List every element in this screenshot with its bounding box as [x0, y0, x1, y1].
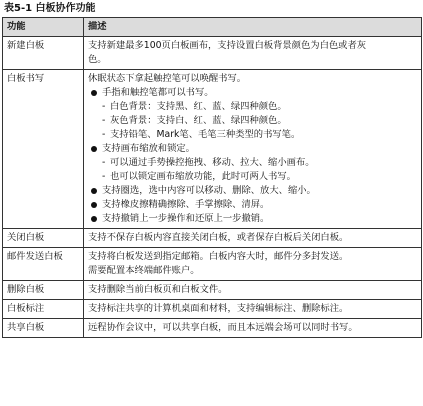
feature-cell: 关闭白板: [3, 229, 84, 248]
bullet-item: 支持撤销上一步操作和还原上一步撤销。: [88, 212, 417, 226]
description-line: 支持将白板发送到指定邮箱。白板内容大时，邮件分多封发送。: [88, 251, 349, 262]
description-cell: [84, 248, 422, 281]
description-line: 支持标注共享的计算机桌面和材料，支持编辑标注、删除标注。: [88, 303, 349, 314]
table-row: [3, 281, 422, 300]
description-line: 远程协作会议中，可以共享白板，而且本远端会场可以同时书写。: [88, 322, 358, 333]
description-line: 支持删除当前白板页和白板文件。: [88, 284, 228, 295]
description-cell: [84, 37, 422, 70]
whiteboard-features-table: [2, 17, 422, 338]
description-cell: [84, 300, 422, 319]
bullet-item: 手指和触控笔都可以书写。: [88, 86, 417, 100]
sub-item: - 也可以锁定画布缩放功能，此时可两人书写。: [88, 170, 417, 184]
table-header-row: [3, 18, 422, 37]
sub-item: - 灰色背景：支持白、红、蓝、绿四种颜色。: [88, 114, 417, 128]
feature-cell: 新建白板: [3, 37, 84, 70]
description-cell: [84, 319, 422, 338]
table-caption: 表5-1 白板协作功能: [4, 3, 96, 14]
table-row: [3, 229, 422, 248]
bullet-item: 支持圈选，选中内容可以移动、删除、放大、缩小。: [88, 184, 417, 198]
description-line: 支持新建最多100页白板画布，支持设置白板背景颜色为白色或者灰: [88, 40, 367, 51]
sub-item: - 可以通过手势操控拖拽、移动、拉大、缩小画布。: [88, 156, 417, 170]
feature-cell: 邮件发送白板: [3, 248, 84, 281]
bullet-item: 支持画布缩放和锁定。: [88, 142, 417, 156]
sub-item: - 支持铅笔、Mark笔、毛笔三种类型的书写笔。: [88, 128, 417, 142]
table-body: [3, 37, 422, 338]
description-cell: [84, 70, 422, 229]
description-cell: [84, 229, 422, 248]
table-row: [3, 319, 422, 338]
description-line: 休眠状态下拿起触控笔可以唤醒书写。: [88, 73, 247, 84]
description-line: 需要配置本终端邮件账户。: [88, 265, 200, 276]
description-cell: [84, 281, 422, 300]
description-line: 色。: [88, 54, 107, 65]
feature-cell: 白板书写: [3, 70, 84, 229]
bullet-item: 支持橡皮擦精确擦除、手掌擦除、清屏。: [88, 198, 417, 212]
header-feature: 功能: [3, 18, 84, 37]
header-description: 描述: [84, 18, 422, 37]
table-row: [3, 248, 422, 281]
sub-item: - 白色背景：支持黑、红、蓝、绿四种颜色。: [88, 100, 417, 114]
description-line: 支持不保存白板内容直接关闭白板，或者保存白板后关闭白板。: [88, 232, 349, 243]
table-row: [3, 70, 422, 229]
feature-cell: 删除白板: [3, 281, 84, 300]
table-row: [3, 300, 422, 319]
table-row: [3, 37, 422, 70]
feature-cell: 白板标注: [3, 300, 84, 319]
feature-cell: 共享白板: [3, 319, 84, 338]
